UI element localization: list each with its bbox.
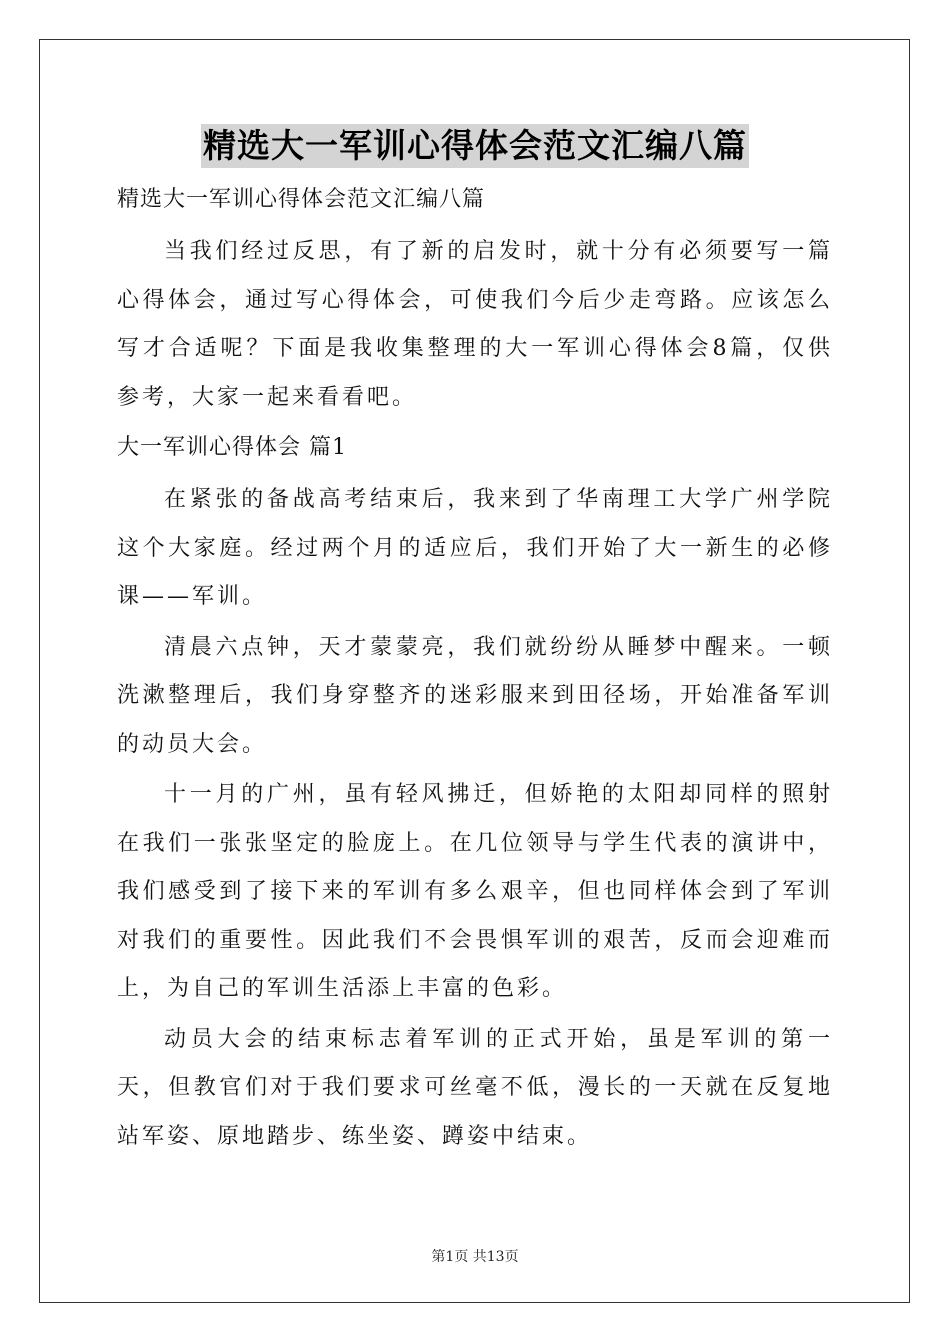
intro-paragraph: 当我们经过反思，有了新的启发时，就十分有必须要写一篇心得体会，通过写心得体会，可使我们今后少走弯路。应该怎么写才合适呢？下面是我收集整理的大一军训心得体会8篇，仅供参考，大家一起来看看吧。 (117, 239, 833, 410)
body-paragraph: 清晨六点钟，天才蒙蒙亮，我们就纷纷从睡梦中醒来。一顿洗漱整理后，我们身穿整齐的迷彩服来到田径场，开始准备军训的动员大会。 (117, 634, 833, 757)
body-paragraph: 动员大会的结束标志着军训的正式开始，虽是军训的第一天，但教官们对于我们要求可丝毫不低，漫长的一天就在反复地站军姿、原地踏步、练坐姿、蹲姿中结束。 (117, 1026, 833, 1149)
title-container (0, 124, 950, 168)
body-paragraph: 十一月的广州，虽有轻风拂迁，但娇艳的太阳却同样的照射在我们一张张坚定的脸庞上。在几位领导与学生代表的演讲中，我们感受到了接下来的军训有多么艰辛，但也同样体会到了军训对我们的重要性。因此我们不会畏惧军训的艰苦，反而会迎难而上，为自己的军训生活添上丰富的色彩。 (117, 782, 833, 1001)
document-subtitle: 精选大一军训心得体会范文汇编八篇 (117, 187, 486, 212)
document-title: 精选大一军训心得体会范文汇编八篇 (201, 124, 749, 168)
document-body (117, 178, 833, 1163)
section-heading: 大一军训心得体会 篇1 (117, 435, 347, 460)
page-footer: 第1页 共13页 (431, 1249, 519, 1265)
body-paragraph: 在紧张的备战高考结束后，我来到了华南理工大学广州学院这个大家庭。经过两个月的适应后，我们开始了大一新生的必修课——军训。 (117, 487, 833, 609)
